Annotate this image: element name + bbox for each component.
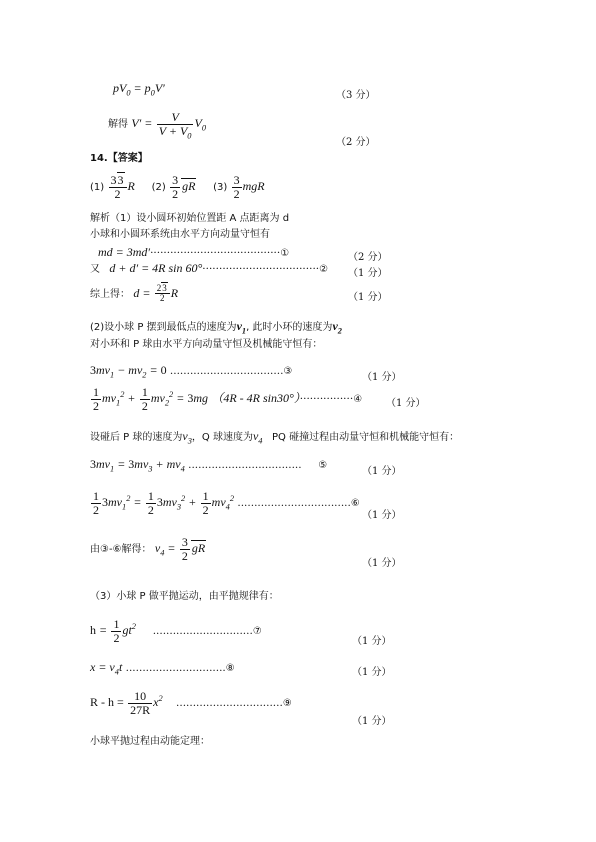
part2-text: 对小环和 P 球由水平方向动量守恒及机械能守恒有：: [90, 339, 323, 350]
score: （1 分）: [362, 372, 402, 383]
collision-text: 设碰后 P 球的速度为$v_3$，Q 球速度为$v_4$ PQ 碰撞过程由动量守恒和机械能守恒有：: [90, 429, 460, 446]
score: （1 分）: [352, 716, 392, 727]
eq-5: $3mv_1 = 3mv_3 + mv_4$ .................................. ⑤: [90, 457, 328, 474]
closing-text: 小球平抛过程由动能定理：: [90, 736, 210, 747]
eq-solve-v: 解得 V′ = $\frac{V}{V + V_0}$ $V_0$: [108, 110, 207, 140]
eq-9: R - h = $\frac{10}{27R}$ $x^2$ ................................⑨: [90, 689, 292, 717]
score: （2 分）: [348, 252, 388, 263]
result-line: 由③-⑥解得： $v_4$ = $\frac{3}{2}$ gR: [90, 535, 206, 563]
score: （1 分）: [362, 466, 402, 477]
eq-1: md = 3md′·······································①: [98, 245, 290, 259]
eq-6: $\frac{1}{2}$ $3mv_1^2$ = $\frac{1}{2}$ $3mv_3^2$ + $\frac{1}{2}$ $mv_4^2$ ..................................⑥: [93, 489, 360, 517]
score: （1 分）: [362, 558, 402, 569]
part3-intro: （3）小球 P 做平抛运动，由平抛规律有：: [90, 591, 279, 602]
analysis-text: 小球和小圆环系统由水平方向动量守恒有: [90, 229, 270, 240]
score: （3 分）: [336, 90, 376, 101]
score: （1 分）: [362, 510, 402, 521]
eq-3: $3mv_1 - mv_2 = 0$ ..................................③: [90, 363, 293, 380]
question-title: 14.【答案】: [90, 153, 148, 164]
score: （1 分）: [386, 398, 426, 409]
eq-7: h = $\frac{1}{2}$ $gt^2$ ..............................⑦: [90, 617, 262, 645]
part2-intro: (2)设小球 P 摆到最低点的速度为$v_1$, 此时小环的速度为$v_2$: [90, 319, 342, 336]
score: （2 分）: [336, 137, 376, 148]
analysis-text: 解析（1）设小圆环初始位置距 A 点距离为 d: [90, 213, 290, 224]
summary-line: 综上得： d = $\frac{23}{2}$ R: [90, 283, 179, 304]
score: （1 分）: [352, 636, 392, 647]
score: （1 分）: [352, 667, 392, 678]
eq-8: $x = v_4t$ ..............................⑧: [90, 660, 235, 677]
score: （1 分）: [348, 292, 388, 303]
score: （1 分）: [348, 268, 388, 279]
eq-4: $\frac{1}{2}$ $mv_1^2$ + $\frac{1}{2}$ $mv_2^2 = 3mg$ （4R - 4R sin30°）················④: [93, 385, 363, 413]
eq-2: 又 d + d′ = 4R sin 60°···································②: [90, 261, 329, 275]
eq-boyle: $pV_0 = p_0V'$: [113, 81, 165, 98]
answers-line: (1) $\frac{33}{2}$ R (2) $\frac{3}{2}$ gR (3) $\frac{3}{2}$ mgR: [90, 173, 265, 201]
